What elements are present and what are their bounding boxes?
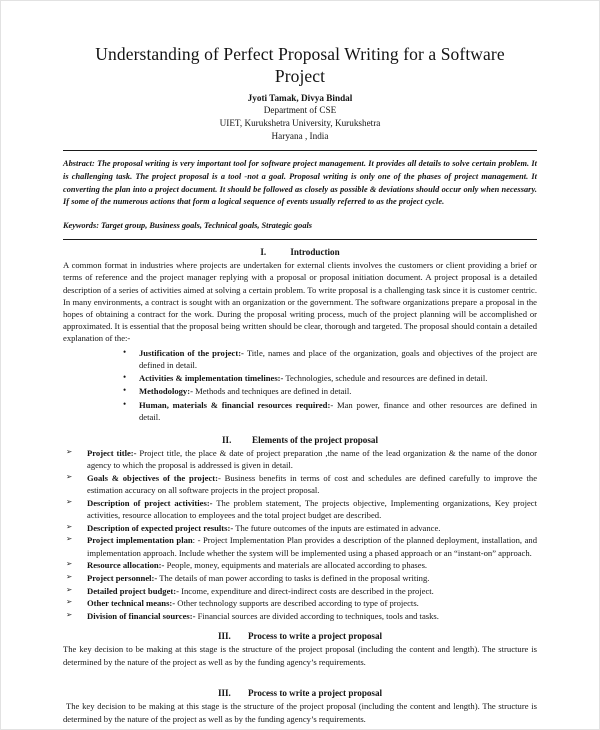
keywords-text: Keywords: Target group, Business goals, Technical goals, Strategic goals <box>63 220 313 230</box>
list-item-text: Financial sources are divided according to techniques, tools and tasks. <box>195 611 439 622</box>
list-item-text: The future outcomes of the inputs are estimated in advance. <box>233 522 441 533</box>
list-item-lead: Resource allocation:- <box>87 560 165 571</box>
list-item-text: - Business benefits in terms of cost and schedules are defined carefully to improve the estimation accuracy on all software projects in the project proposal. <box>87 472 538 496</box>
list-item-text: - Man power, finance and other resources are defined in detail. <box>139 399 537 422</box>
list-item-lead: Activities & implementation timelines:- <box>139 373 284 384</box>
list-item <box>65 597 537 609</box>
list-item <box>121 372 537 384</box>
list-item-text: Project title, the place & date of project preparation ,the name of the lead organization & the name of the donor agency to which the proposal is addressed is given in detail. <box>87 447 537 471</box>
list-item-text: Other technology supports are described according to type of projects. <box>175 598 419 609</box>
list-item <box>121 385 537 397</box>
author-list: Jyoti Tamak, Divya Bindal <box>247 92 353 103</box>
list-item <box>65 572 537 584</box>
divider-above-abstract <box>63 150 537 151</box>
section-title: Elements of the project proposal <box>252 434 378 445</box>
list-item <box>65 534 537 558</box>
section-numeral: III. <box>217 631 231 642</box>
list-item <box>65 610 537 622</box>
list-item-text: Technologies, schedule and resources are defined in detail. <box>283 373 488 384</box>
list-item-lead: Project personnel:- <box>87 572 158 583</box>
section-heading-introduction <box>63 247 537 257</box>
elements-arrow-list <box>63 447 537 622</box>
institution-line: UIET, Kurukshetra University, Kurukshetra <box>219 118 381 129</box>
section-title: Process to write a project proposal <box>247 631 383 642</box>
list-item-lead: Goals & objectives of the project: <box>87 472 218 483</box>
section-title: Introduction <box>290 247 340 258</box>
section-numeral: I. <box>260 247 267 258</box>
list-item-text: Methods and techniques are defined in detail. <box>192 386 352 397</box>
list-item-text: Title, names and place of the organization, goals and objectives of the project are defined in detail. <box>139 347 538 370</box>
process-first-paragraph: The key decision to be making at this stage is the structure of the project proposal (including the content and length). The structure is determined by the nature of the project as well as by the funding agency’s requirements. <box>63 644 537 667</box>
list-item-lead: Human, materials & financial resources required: <box>139 399 331 410</box>
list-item-lead: Detailed project budget:- <box>87 585 179 596</box>
list-item-text: Income, expenditure and direct-indirect costs are described in the project. <box>178 585 434 596</box>
list-item <box>121 399 537 423</box>
department-line: Department of CSE <box>263 105 337 116</box>
section-numeral: III. <box>217 688 231 699</box>
location-line: Haryana , India <box>271 131 329 142</box>
process-second-paragraph: The key decision to be making at this stage is the structure of the project proposal (including the content and length). The structure is determined by the nature of the project as well as by the funding agency’s requirements. <box>63 701 537 724</box>
section-heading-process-first <box>63 631 537 641</box>
list-item-text: The problem statement, The projects objective, Implementing organizations, Key project activities, resource allocation to employees and the total project budget are described. <box>87 497 537 520</box>
section-spacer <box>63 668 537 682</box>
list-item <box>65 497 537 521</box>
divider-below-keywords <box>63 239 537 240</box>
section-numeral: II. <box>222 434 232 445</box>
list-item-text: People, money, equipments and materials are allocated according to phases. <box>164 560 428 571</box>
list-item <box>65 522 537 534</box>
list-item-lead: Description of expected project results:- <box>87 522 234 533</box>
introduction-paragraph: A common format in industries where projects are undertaken for external clients involves the customers or client providing a brief or terms of reference and the project manager replying with a proposal or proposal initiation document. A project proposal is a detailed description of a series of activities aimed at solving a certain problem. To write proposal is a challenging task since it is customer centric. In many environments, a contract is sought with an organization or the government. The software organizations prepare a proposal in the hopes of obtaining a contract for the work. During the proposal writing process, much of the project planning will be accomplished or approximated. It is essential that the proposal being written should be clear, thorough and targeted. The proposal should contain a detailed explanation of the:- <box>63 260 538 344</box>
list-item <box>65 472 537 496</box>
list-item-lead: Justification of the project:- <box>139 347 244 358</box>
page-title: Understanding of Perfect Proposal Writing for a Software Project <box>95 44 505 87</box>
abstract-text: Abstract: The proposal writing is very important tool for software project management. It provides all details to solve certain problem. It is challenging task. The project proposal is a tool -not a goal. Proposal writing is only one of the phases of project management. It converting the plan into a project document. It should be followed as closely as possible & deviations should occur only when necessary. If some of the numerous actions that form a logical sequence of events usually referred to as the project cycle. <box>63 159 537 207</box>
section-title: Process to write a project proposal <box>247 688 383 699</box>
list-item <box>65 559 537 571</box>
list-item-text: The details of man power according to tasks is defined in the proposal writing. <box>157 572 430 583</box>
list-item-lead: Other technical means:- <box>87 598 176 609</box>
list-item-lead: Project implementation plan <box>87 535 193 546</box>
section-heading-elements <box>63 435 537 445</box>
list-item-lead: Division of financial sources:- <box>87 611 196 622</box>
section-heading-process-second <box>63 688 537 698</box>
list-item <box>65 585 537 597</box>
list-item <box>65 447 537 471</box>
list-item-lead: Description of project activities:- <box>87 497 213 508</box>
list-item-lead: Methodology:- <box>139 386 193 397</box>
introduction-bullet-list <box>63 347 537 423</box>
list-item-text: : - Project Implementation Plan provides a description of the planned deployment, installation, and implementation approach. Include whether the system will be implemented using a phased approach or an “instant-on” approach. <box>87 535 537 558</box>
list-item-lead: Project title:- <box>87 447 137 458</box>
list-item <box>121 347 537 371</box>
